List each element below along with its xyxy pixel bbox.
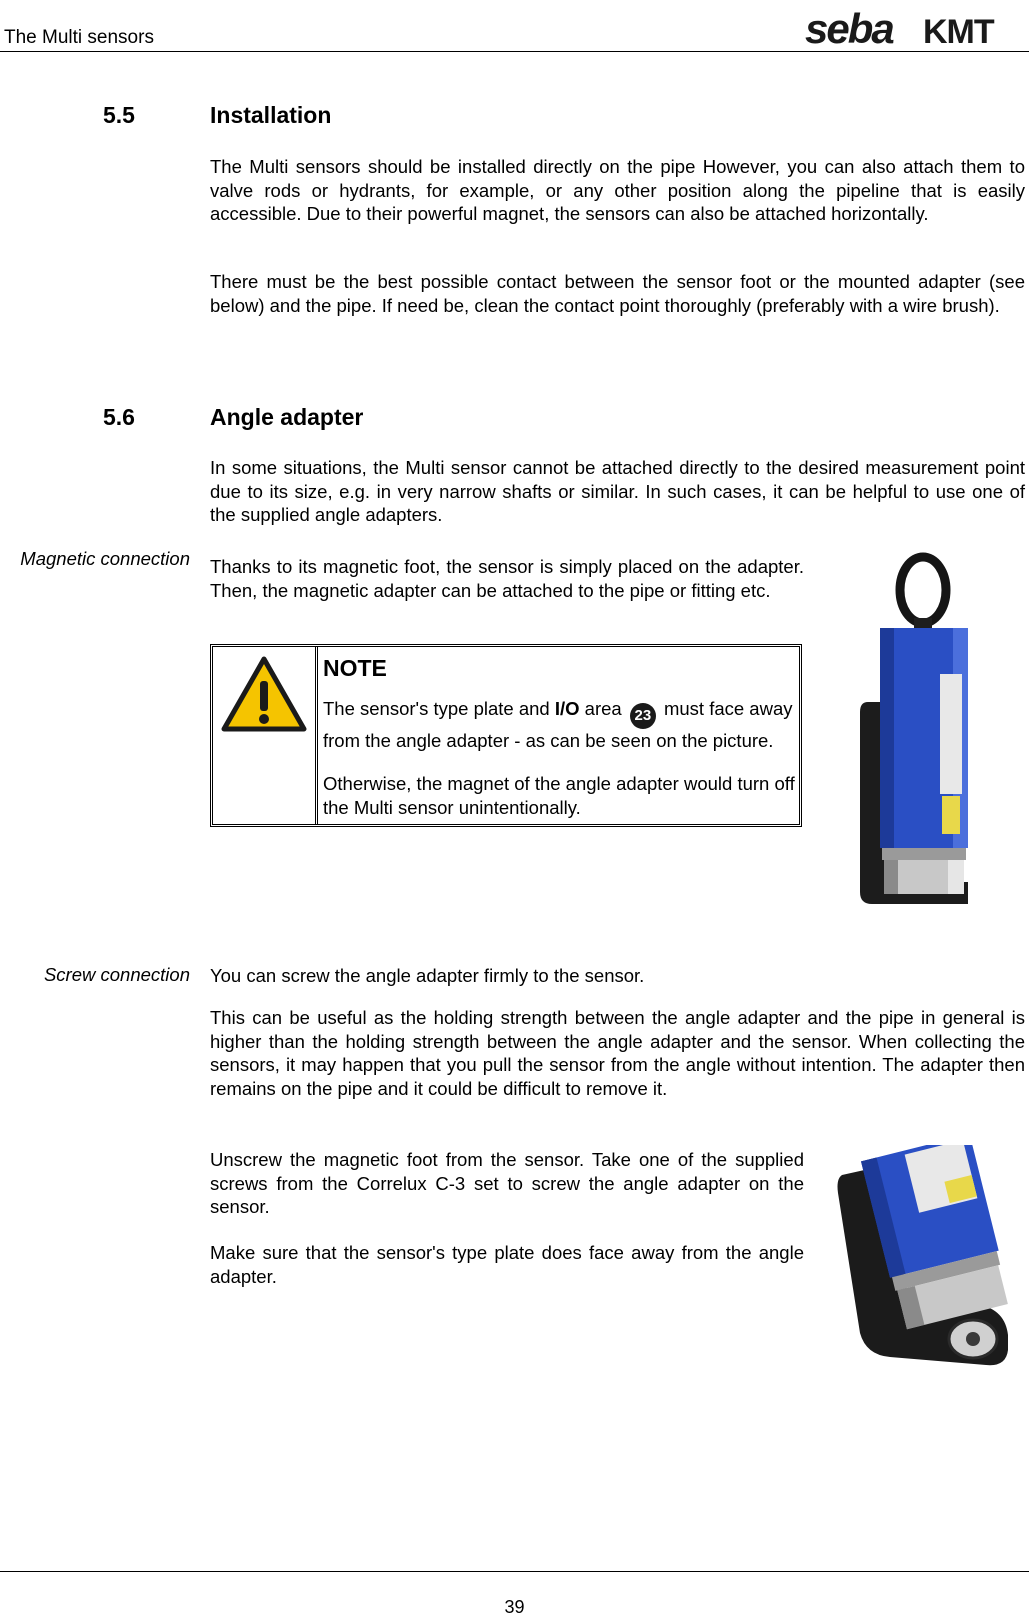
installation-paragraph-1: The Multi sensors should be installed directly on the pipe However, you can also attach them to valve rods or hydrants, for example, or any other position along the pipeline that is easily accessible. Due to their powerful magnet, the sensors can also be attached horizontally. bbox=[210, 156, 1025, 224]
note-box bbox=[210, 644, 802, 827]
section-number: 5.6 bbox=[103, 404, 135, 430]
angle-adapter-paragraph: In some situations, the Multi sensor cannot be attached directly to the desired measurement point due to its size, e.g. in very narrow shafts or similar. In such cases, it can be helpful to use one of the supplied angle adapters. bbox=[210, 457, 1025, 525]
header-rule bbox=[0, 51, 1029, 52]
running-header: The Multi sensors bbox=[4, 27, 154, 48]
margin-label-screw: Screw connection bbox=[43, 964, 190, 985]
note-title: NOTE bbox=[323, 655, 387, 681]
note-divider bbox=[315, 647, 318, 824]
sensor-screw-adapter-photo bbox=[830, 1145, 1026, 1370]
page-number: 39 bbox=[504, 1597, 525, 1617]
note-text-1: The sensor's type plate and I/O area 23 must face away from the angle adapter - as can be seen on the picture. bbox=[323, 698, 793, 751]
screw-paragraph-1: You can screw the angle adapter firmly to the sensor. bbox=[210, 965, 645, 986]
screw-paragraph-3: Unscrew the magnetic foot from the sensor. Take one of the supplied screws from the Correlux C-3 set to screw the angle adapter on the sensor. bbox=[210, 1149, 804, 1217]
installation-paragraph-2: There must be the best possible contact between the sensor foot or the mounted adapter (see below) and the pipe. If need be, clean the contact point thoroughly (preferably with a wire brush). bbox=[210, 271, 1025, 316]
svg-text:seba: seba bbox=[805, 10, 893, 48]
warning-icon bbox=[220, 655, 308, 735]
screw-paragraph-2: This can be useful as the holding strength between the angle adapter and the pipe in general is higher than the holding strength between the angle adapter and the sensor. When collecting the sensors, it may happen that you pull the sensor from the angle without intention. The adapter then remains on the pipe and it could be difficult to remove it. bbox=[210, 1007, 1025, 1099]
sensor-angle-adapter-photo bbox=[848, 552, 998, 907]
svg-text:KMT: KMT bbox=[923, 13, 994, 48]
note-text-2: Otherwise, the magnet of the angle adapter would turn off the Multi sensor unintentionally. bbox=[323, 773, 795, 818]
footer-rule bbox=[0, 1571, 1029, 1572]
screw-paragraph-4: Make sure that the sensor's type plate does face away from the angle adapter. bbox=[210, 1242, 804, 1287]
io-area-badge: 23 bbox=[630, 703, 656, 729]
section-title: Installation bbox=[210, 102, 332, 128]
magnetic-paragraph: Thanks to its magnetic foot, the sensor is simply placed on the adapter. Then, the magnetic adapter can be attached to the pipe or fitting etc. bbox=[210, 556, 804, 601]
section-title: Angle adapter bbox=[210, 404, 364, 430]
section-number: 5.5 bbox=[103, 102, 135, 128]
margin-label-magnetic: Magnetic connection bbox=[20, 548, 190, 569]
sebakmt-logo bbox=[805, 10, 1025, 48]
